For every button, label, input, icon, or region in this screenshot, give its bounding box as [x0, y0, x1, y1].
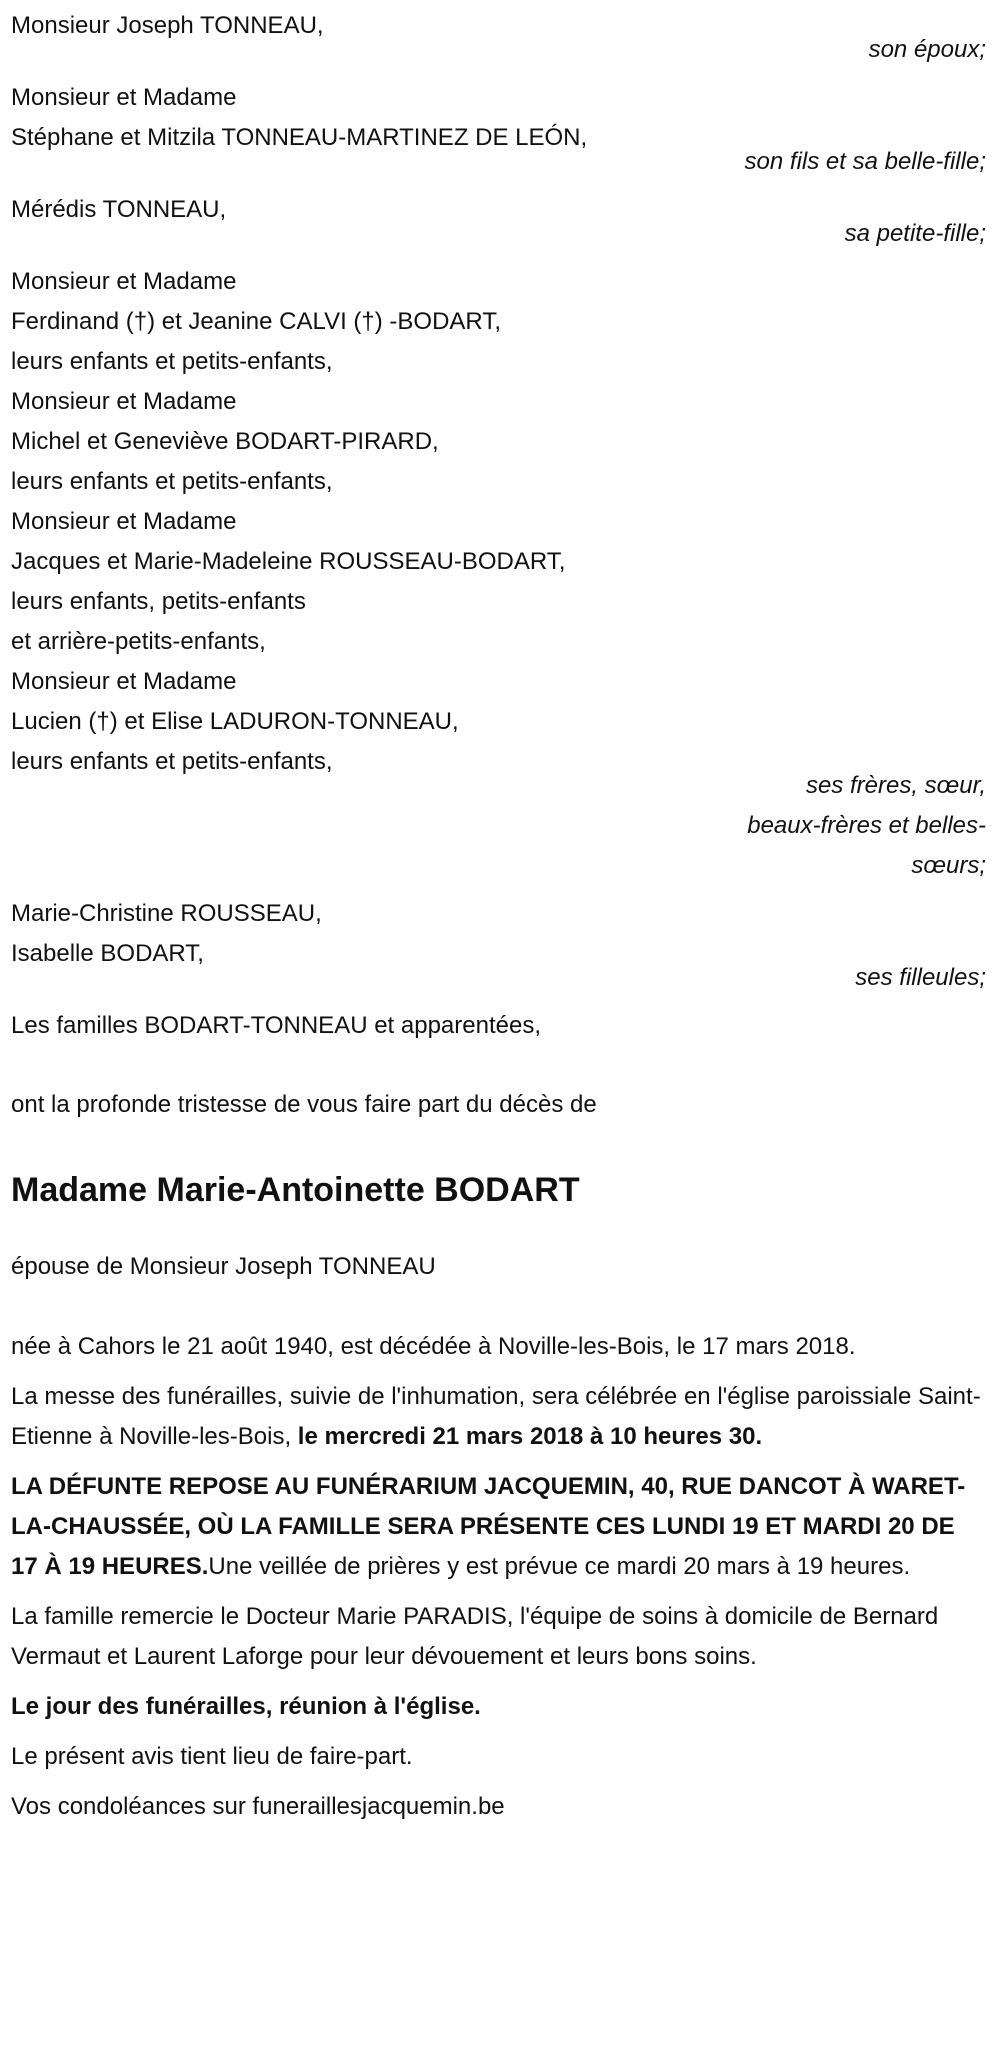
birth-death-text: née à Cahors le 21 août 1940, est décédée à Noville-les-Bois, le 17 mars 2018. — [11, 1333, 856, 1360]
relation-label: son époux; — [868, 36, 986, 63]
family-name-line: leurs enfants et petits-enfants, — [11, 348, 333, 375]
intro-text: ont la profonde tristesse de vous faire part du décès de — [11, 1091, 597, 1118]
family-name-line: Monsieur et Madame — [11, 388, 237, 415]
family-names — [11, 1006, 986, 1046]
funerarium-info: LA DÉFUNTE REPOSE AU FUNÉRARIUM JACQUEMIN, 40, RUE DANCOT À WARET-LA-CHAUSSÉE, OÙ LA FAMILLE SERA PRÉSENTE CES LUNDI 19 ET MARDI 20 DE 17 À 19 HEURES. — [11, 1473, 966, 1580]
family-name-line: leurs enfants, petits-enfants — [11, 588, 306, 615]
rest-text — [11, 1467, 986, 1587]
family-name-line: leurs enfants et petits-enfants, — [11, 468, 333, 495]
family-name-line: Les familles BODART-TONNEAU et apparentées, — [11, 1012, 541, 1039]
family-name-line: leurs enfants et petits-enfants, — [11, 748, 333, 775]
family-name-line: Jacques et Marie-Madeleine ROUSSEAU-BODART, — [11, 548, 566, 575]
family-group — [11, 6, 986, 78]
relation-label: ses filleules; — [855, 964, 986, 991]
family-group — [11, 78, 986, 190]
family-name-line: et arrière-petits-enfants, — [11, 628, 266, 655]
mass-info: La messe des funérailles, suivie de l'inhumation, sera célébrée en l'église paroissiale Saint-Etienne à Noville-les-Bois, — [11, 1383, 981, 1450]
family-name-line: Monsieur Joseph TONNEAU, — [11, 12, 324, 39]
meeting-text — [11, 1687, 986, 1727]
condolences-text: Vos condoléances sur funeraillesjacquemin.be — [11, 1793, 505, 1820]
mass-text — [11, 1377, 986, 1457]
family-names — [11, 262, 986, 782]
family-name-line: Mérédis TONNEAU, — [11, 196, 227, 223]
family-name-line: Michel et Geneviève BODART-PIRARD, — [11, 428, 439, 455]
deceased-name: Madame Marie-Antoinette BODART — [11, 1171, 580, 1209]
family-name-line: Monsieur et Madame — [11, 668, 237, 695]
family-name-line: Stéphane et Mitzila TONNEAU-MARTINEZ DE LEÓN, — [11, 124, 588, 151]
family-name-line: Monsieur et Madame — [11, 508, 237, 535]
relation-label: ses frères, sœur, beaux-frères et belles-sœurs; — [747, 772, 986, 879]
family-name-line: Ferdinand (†) et Jeanine CALVI (†) -BODART, — [11, 308, 501, 335]
family-name-line: Monsieur et Madame — [11, 84, 237, 111]
thanks-text: La famille remercie le Docteur Marie PARADIS, l'équipe de soins à domicile de Bernard Vermaut et Laurent Laforge pour leur dévouement et leurs bons soins. — [11, 1603, 939, 1670]
family-list — [11, 6, 986, 1054]
family-name-line: Marie-Christine ROUSSEAU, — [11, 900, 322, 927]
family-name-line: Lucien (†) et Elise LADURON-TONNEAU, — [11, 708, 459, 735]
mass-date: le mercredi 21 mars 2018 à 10 heures 30. — [297, 1423, 763, 1450]
vigil-info: Une veillée de prières y est prévue ce mardi 20 mars à 19 heures. — [208, 1553, 911, 1580]
family-group — [11, 190, 986, 262]
notice-text: Le présent avis tient lieu de faire-part. — [11, 1743, 413, 1770]
family-group — [11, 894, 986, 1006]
family-name-line: Isabelle BODART, — [11, 940, 204, 967]
family-name-line: Monsieur et Madame — [11, 268, 237, 295]
family-group — [11, 1006, 986, 1054]
spouse-line: épouse de Monsieur Joseph TONNEAU — [11, 1253, 436, 1280]
meeting-bold: Le jour des funérailles, réunion à l'église. — [11, 1693, 481, 1720]
relation-label: son fils et sa belle-fille; — [744, 148, 986, 175]
family-group — [11, 262, 986, 894]
relation-label: sa petite-fille; — [844, 220, 986, 247]
